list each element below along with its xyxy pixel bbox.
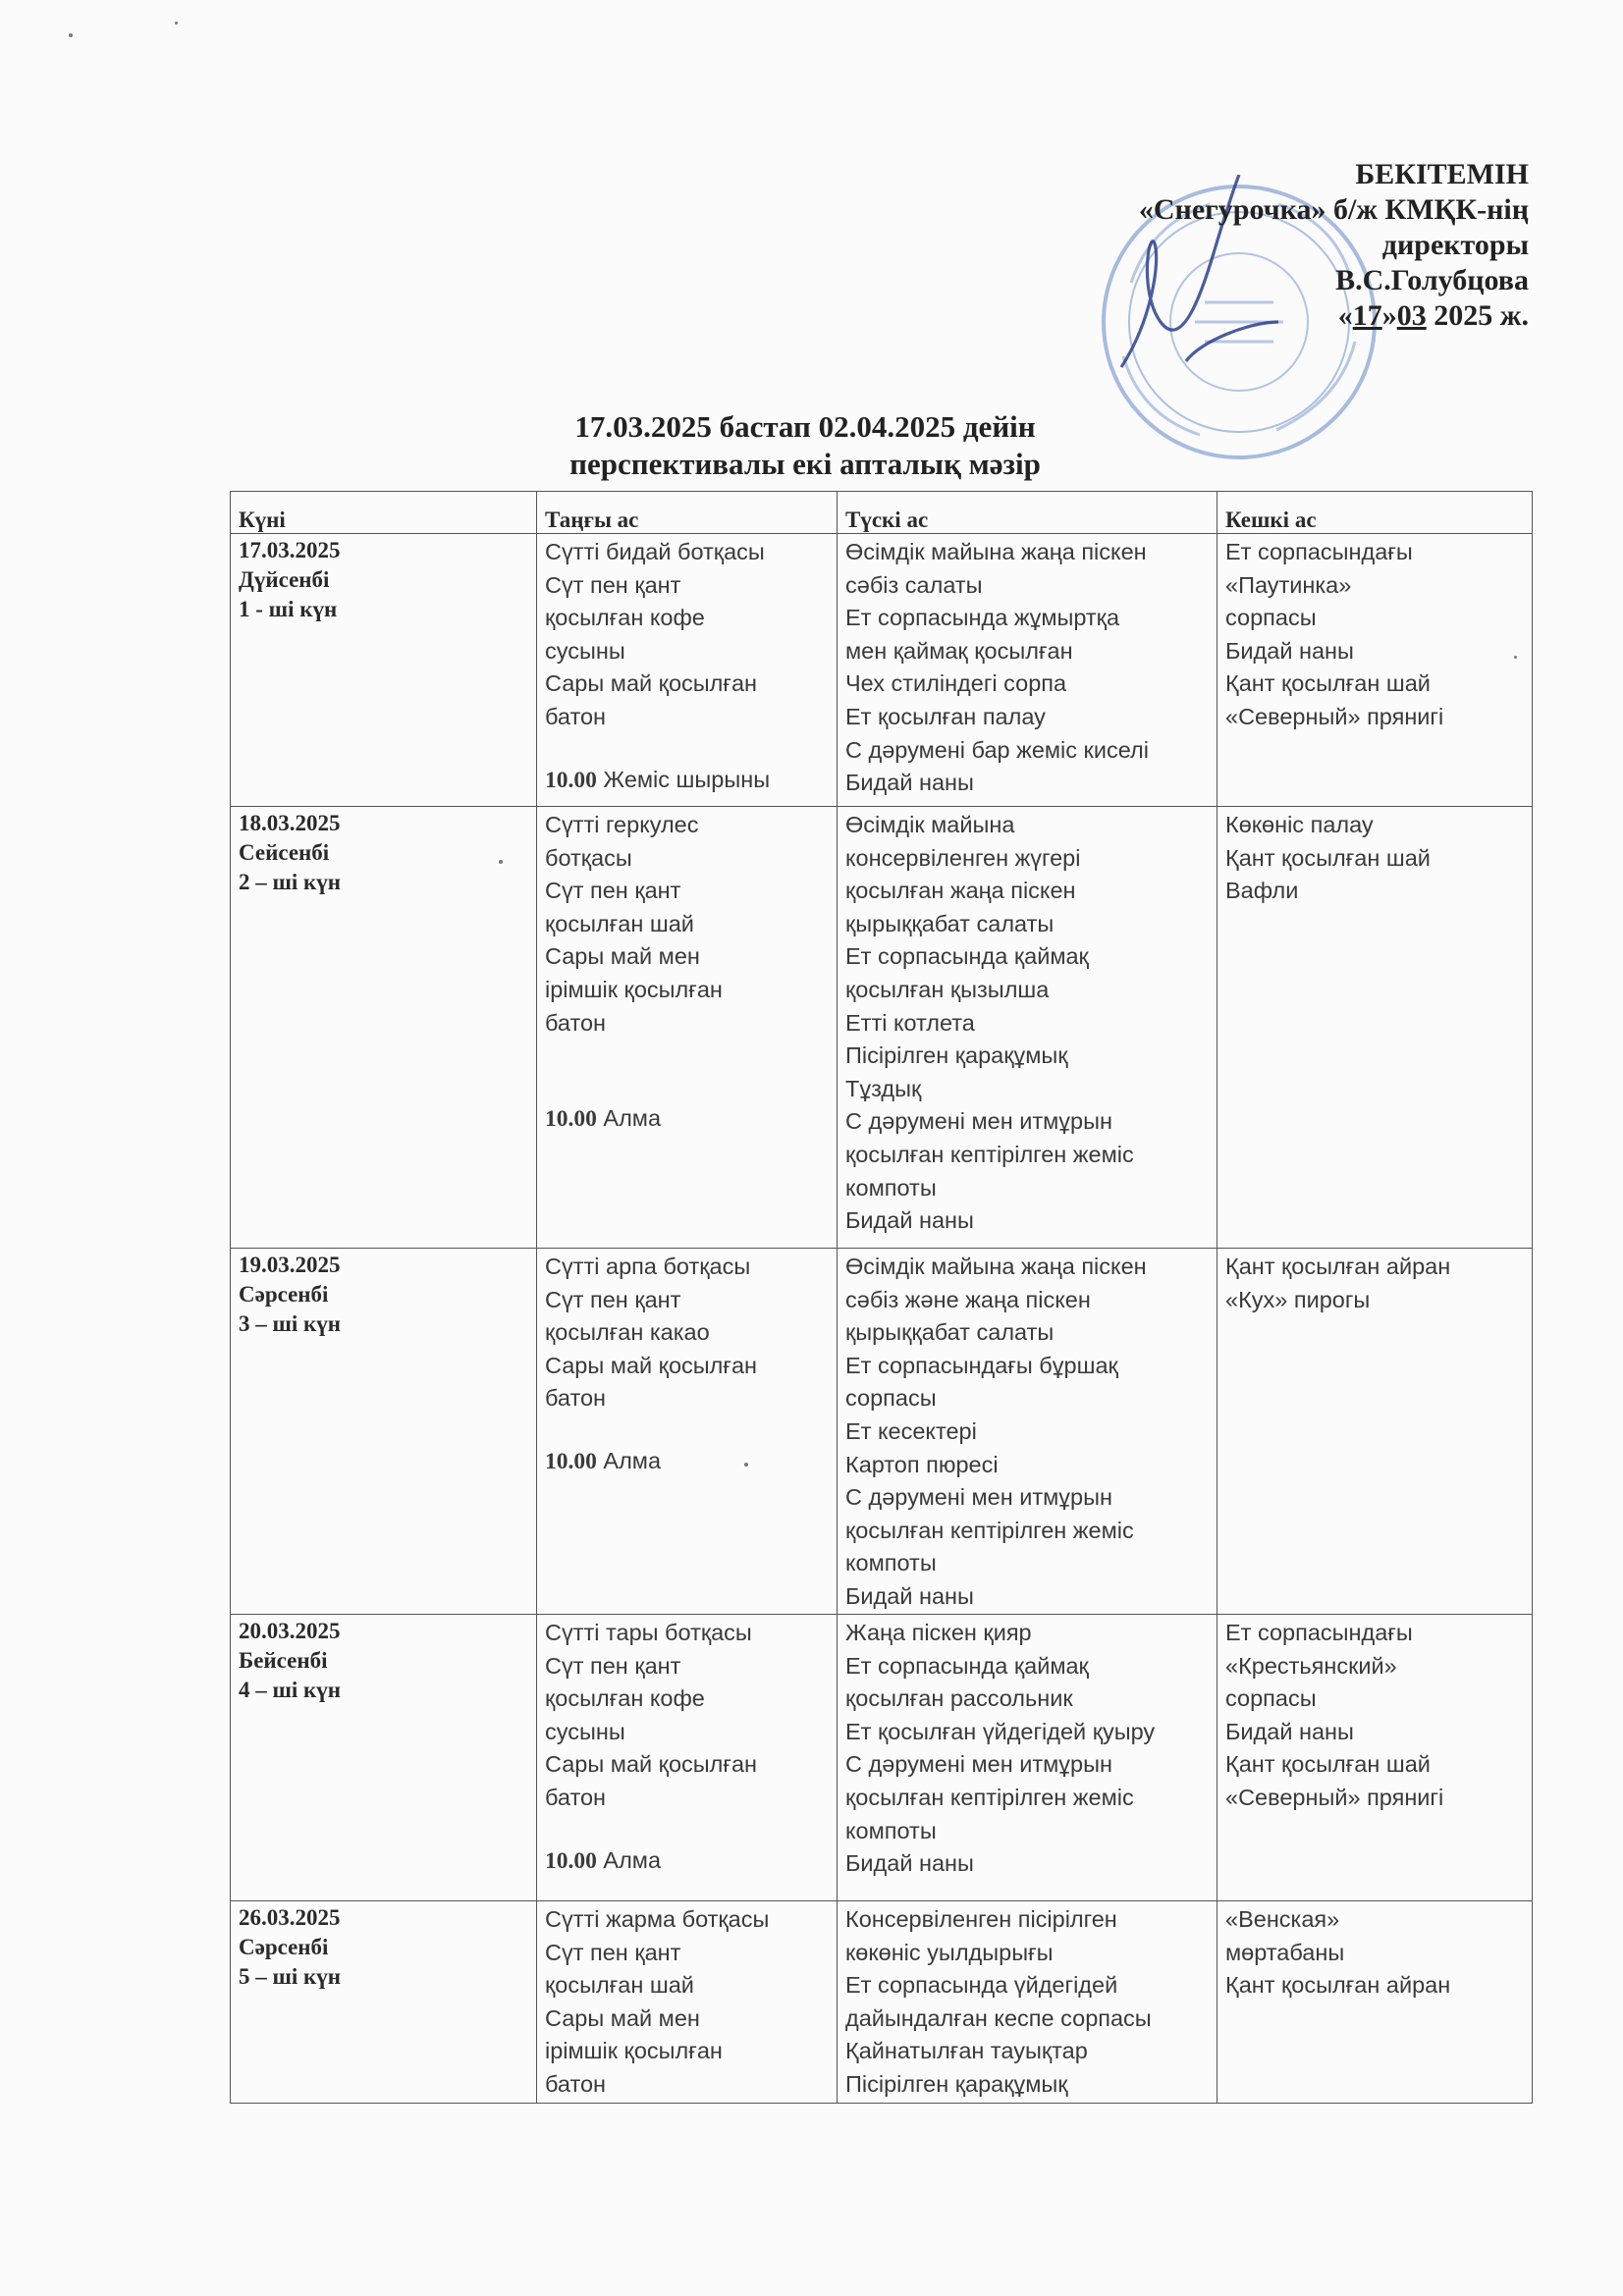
header-dinner: Кешкі ас: [1217, 492, 1533, 534]
scan-speck: [175, 22, 178, 25]
lunch-cell: Жаңа піскен қияр Ет сорпасында қаймақ қосылған рассольник Ет қосылған үйдегідей қуыру С дәрумені мен итмұрын қосылған кептірілген жеміс компоты Бидай наны: [838, 1615, 1217, 1901]
dinner-cell: Көкөніс палау Қант қосылған шай Вафли: [1217, 807, 1533, 1249]
snack-line: 10.00 Алма: [545, 1846, 662, 1874]
table-row: [231, 534, 1533, 807]
lunch-cell: Консервіленген пісірілген көкөніс уылдырығы Ет сорпасында үйдегідей дайындалған кеспе сорпасы Қайнатылған тауықтар Пісірілген қарақұмық: [838, 1901, 1217, 2104]
approval-block: [1139, 157, 1529, 334]
approval-date-month: 03: [1396, 299, 1427, 332]
menu-title: [412, 408, 1198, 483]
breakfast-cell: Сүтті геркулес ботқасы Сүт пен қант қосылған шай Сары май мен ірімшік қосылған батон 10.00 Алма: [537, 807, 838, 1249]
day-cell: 18.03.2025 Сейсенбі 2 – ші күн: [231, 807, 537, 1249]
approval-date: «17»03 2025 ж.: [1337, 299, 1529, 332]
approval-director-name: В.С.Голубцова: [1335, 264, 1529, 296]
table-row: [231, 1901, 1533, 2104]
dinner-cell: «Венская» мөртабаны Қант қосылған айран: [1217, 1901, 1533, 2104]
dinner-cell: Ет сорпасындағы «Крестьянский» сорпасы Бидай наны Қант қосылған шай «Северный» прянигі: [1217, 1615, 1533, 1901]
breakfast-cell: Сүтті тары ботқасы Сүт пен қант қосылған кофе сусыны Сары май қосылған батон 10.00 Алма: [537, 1615, 838, 1901]
menu-title-period: 17.03.2025 бастап 02.04.2025 дейін: [574, 409, 1036, 444]
approval-date-day: 17: [1352, 299, 1382, 332]
menu-table: [230, 491, 1533, 2104]
table-row: [231, 1249, 1533, 1615]
lunch-cell: Өсімдік майына жаңа піскен сәбіз салаты Ет сорпасында жұмыртқа мен қаймақ қосылған Чех стиліндегі сорпа Ет қосылған палау С дәрумені бар жеміс киселі Бидай наны: [838, 534, 1217, 807]
lunch-cell: Өсімдік майына жаңа піскен сәбіз және жаңа піскен қырыққабат салаты Ет сорпасындағы бұршақ сорпасы Ет кесектері Картоп пюресі С дәрумені мен итмұрын қосылған кептірілген жеміс компоты Бидай наны: [838, 1249, 1217, 1615]
header-breakfast: Таңғы ас: [537, 492, 838, 534]
approval-date-year: 2025 ж.: [1434, 299, 1529, 332]
snack-line: 10.00 Жеміс шырыны: [545, 766, 771, 793]
day-cell: 20.03.2025 Бейсенбі 4 – ші күн: [231, 1615, 537, 1901]
table-row: [231, 807, 1533, 1249]
menu-title-name: перспективалы екі апталық мәзір: [569, 447, 1041, 481]
header-day: Күні: [231, 492, 537, 534]
breakfast-cell: Сүтті арпа ботқасы Сүт пен қант қосылған какао Сары май қосылған батон 10.00 Алма: [537, 1249, 838, 1615]
dinner-cell: Қант қосылған айран «Кух» пирогы: [1217, 1249, 1533, 1615]
table-row: [231, 1615, 1533, 1901]
approval-heading: БЕКІТЕМІН: [1355, 158, 1529, 190]
header-row: [231, 492, 1533, 534]
lunch-cell: Өсімдік майына консервіленген жүгері қосылған жаңа піскен қырыққабат салаты Ет сорпасында қаймақ қосылған қызылша Етті котлета Пісірілген қарақұмық Тұздық С дәрумені мен итмұрын қосылған кептірілген жеміс компоты Бидай наны: [838, 807, 1217, 1249]
breakfast-cell: Сүтті бидай ботқасы Сүт пен қант қосылған кофе сусыны Сары май қосылған батон 10.00 Жеміс шырыны: [537, 534, 838, 807]
header-lunch: Түскі ас: [838, 492, 1217, 534]
snack-line: 10.00 Алма: [545, 1105, 662, 1133]
breakfast-cell: Сүтті жарма ботқасы Сүт пен қант қосылған шай Сары май мен ірімшік қосылған батон: [537, 1901, 838, 2104]
approval-position: директоры: [1381, 229, 1529, 261]
day-cell: 19.03.2025 Сәрсенбі 3 – ші күн: [231, 1249, 537, 1615]
day-cell: 26.03.2025 Сәрсенбі 5 – ші күн: [231, 1901, 537, 2104]
snack-line: 10.00 Алма: [545, 1447, 662, 1474]
approval-organization: «Снегурочка» б/ж КМҚК-нің: [1138, 193, 1529, 226]
dinner-cell: Ет сорпасындағы «Паутинка» сорпасы Бидай наны Қант қосылған шай «Северный» прянигі: [1217, 534, 1533, 807]
scan-speck: [69, 33, 73, 37]
day-cell: 17.03.2025 Дүйсенбі 1 - ші күн: [231, 534, 537, 807]
